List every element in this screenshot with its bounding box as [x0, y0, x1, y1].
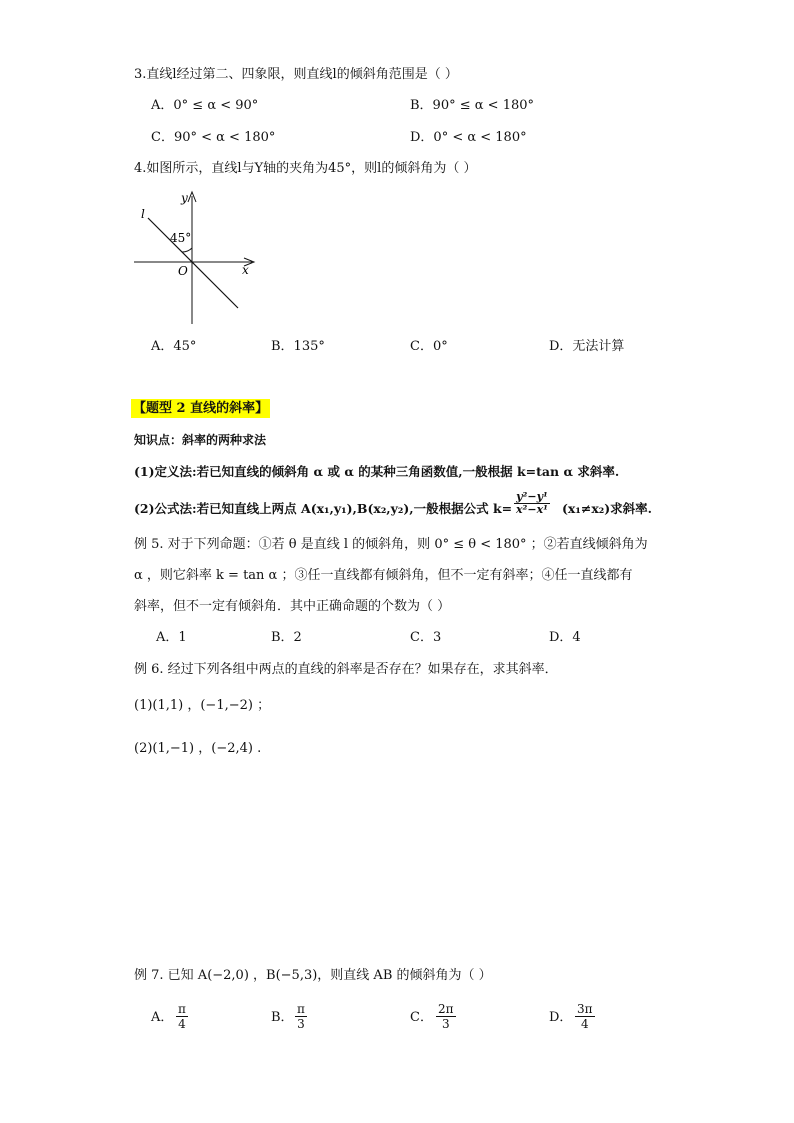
formula-method: (2)公式法:若已知直线上两点 A(x₁,y₁),B(x₂,y₂),一般根据公式 k=: [134, 501, 513, 516]
fraction-denominator: 3: [297, 1017, 305, 1031]
label-x: x: [242, 263, 249, 277]
ex5-line2: α ，则它斜率 k = tan α ；③任一直线都有倾斜角，但不一定有斜率；④任一直线都有: [134, 568, 633, 583]
ex7-option-d-letter: D．: [549, 1010, 573, 1025]
label-angle: 45°: [170, 231, 192, 245]
section-badge: 【题型 2 直线的斜率】: [133, 401, 269, 416]
fraction-numerator: 2π: [438, 1002, 454, 1016]
ex5-line3: 斜率，但不一定有倾斜角．其中正确命题的个数为（ ）: [134, 599, 451, 614]
fraction-denominator: 4: [580, 1017, 589, 1031]
q4-figure: [128, 186, 258, 326]
ex7-option-d-fraction: [575, 1002, 595, 1031]
ex5-option-c: C．3: [410, 630, 442, 645]
q4-option-c: C．0°: [410, 339, 448, 354]
q4-option-a: A．45°: [151, 339, 197, 354]
ex5-option-d: D．4: [549, 630, 581, 645]
label-y: y: [181, 191, 188, 205]
ex7-option-c-letter: C．: [410, 1010, 433, 1025]
ex6-part2: (2)(1,−1) ，(−2,4) .: [134, 741, 262, 756]
ex7-option-c-fraction: [436, 1002, 456, 1031]
ex6-part1: (1)(1,1) ，(−1,−2) ；: [134, 698, 271, 713]
ex5-option-a: A．1: [156, 630, 187, 645]
label-origin: O: [178, 264, 188, 278]
fraction-numerator: π: [178, 1002, 186, 1016]
ex7-option-b-letter: B．: [271, 1010, 294, 1025]
fraction-numerator: π: [297, 1002, 305, 1016]
slope-formula-fraction: [514, 491, 550, 516]
ex7-stem: 例 7. 已知 A(−2,0) ，B(−5,3)，则直线 AB 的倾斜角为（ ）: [134, 968, 492, 983]
line-l: [148, 218, 238, 308]
ex7-option-a-letter: A．: [151, 1010, 174, 1025]
q3-option-b: B．90° ≤ α < 180°: [410, 98, 535, 113]
fraction-numerator: 3π: [577, 1002, 593, 1016]
q4-stem: 4.如图所示，直线l与Y轴的夹角为45°，则l的倾斜角为（ ）: [134, 161, 477, 176]
ex5-option-b: B．2: [271, 630, 302, 645]
knowledge-point: 知识点：斜率的两种求法: [134, 433, 267, 447]
q3-option-d: D．0° < α < 180°: [410, 130, 527, 145]
ex6-stem: 例 6. 经过下列各组中两点的直线的斜率是否存在？如果存在，求其斜率．: [134, 662, 558, 677]
label-l: l: [141, 207, 145, 221]
fraction-denominator: 3: [441, 1017, 450, 1031]
formula-condition: (x₁≠x₂)求斜率.: [562, 501, 653, 516]
ex7-option-b-fraction: [295, 1002, 307, 1031]
ex7-option-a-fraction: [176, 1002, 188, 1031]
fraction-denominator: 4: [178, 1017, 186, 1031]
q3-option-a: A．0° ≤ α < 90°: [151, 98, 259, 113]
q4-option-b: B．135°: [271, 339, 325, 354]
q4-option-d: D．无法计算: [549, 339, 625, 354]
q3-stem: 3.直线l经过第二、四象限，则直线l的倾斜角范围是（ ）: [134, 67, 458, 82]
definition-method: (1)定义法:若已知直线的倾斜角 α 或 α 的某种三角函数值,一般根据 k=tan α 求斜率.: [134, 464, 620, 479]
q3-option-c: C．90° < α < 180°: [151, 130, 276, 145]
ex5-line1: 例 5. 对于下列命题：①若 θ 是直线 l 的倾斜角，则 0° ≤ θ < 180° ；②若直线倾斜角为: [134, 537, 648, 552]
slope-formula-numerator: y²−y¹: [516, 490, 548, 503]
slope-formula-denominator: x²−x¹: [516, 503, 548, 516]
angle-arc: [182, 248, 192, 252]
